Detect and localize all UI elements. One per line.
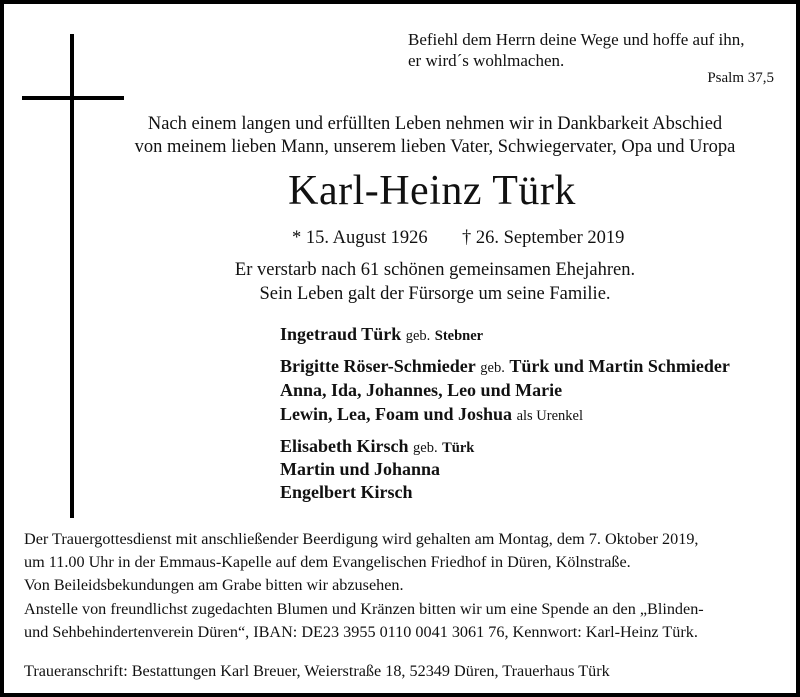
family-name: Martin und Johanna xyxy=(280,459,441,479)
footer-line-3: Von Beileidsbekundungen am Grabe bitten wir abzusehen. xyxy=(24,576,404,594)
psalm-line-2: er wird´s wohlmachen. xyxy=(408,51,565,70)
family-name: Lewin, Lea, Foam und Joshua xyxy=(280,404,513,424)
intro-line-2: von meinem lieben Mann, unserem lieben Vater, Schwiegervater, Opa und Uropa xyxy=(134,137,736,157)
family-row xyxy=(280,404,583,425)
family-row xyxy=(280,324,483,345)
psalm-line-1: Befiehl dem Herrn deine Wege und hoffe auf ihn, xyxy=(408,30,745,49)
family-name: Ingetraud Türk xyxy=(280,324,402,344)
footer-line-2: um 11.00 Uhr in der Emmaus-Kapelle auf dem Evangelischen Friedhof in Düren, Kölnstraße. xyxy=(24,553,631,571)
footer-line-5: und Sehbehindertenverein Düren“, IBAN: DE23 3955 0110 0041 3061 76, Kennwort: Karl-Heinz Türk. xyxy=(24,623,698,641)
geb-label: geb. xyxy=(413,440,438,456)
family-row xyxy=(280,356,730,377)
family-name: Elisabeth Kirsch xyxy=(280,436,409,456)
cross-icon-bar xyxy=(22,96,124,100)
geb-label: geb. xyxy=(405,328,431,344)
family-name: Anna, Ida, Johannes, Leo und Marie xyxy=(280,380,563,400)
deceased-name: Karl-Heinz Türk xyxy=(288,168,576,214)
maiden-name: Türk xyxy=(442,440,475,456)
tribute-line-1: Er verstarb nach 61 schönen gemeinsamen Ehejahren. xyxy=(234,260,636,280)
great-grandchildren-note: als Urenkel xyxy=(516,408,583,424)
family-row xyxy=(280,380,562,401)
psalm-reference: Psalm 37,5 xyxy=(707,70,774,86)
tribute-line-2: Sein Leben galt der Fürsorge um seine Familie. xyxy=(259,284,611,304)
maiden-name: Stebner xyxy=(434,328,484,344)
death-date: † 26. September 2019 xyxy=(462,228,625,248)
family-name-rest: Türk und Martin Schmieder xyxy=(509,356,730,376)
family-row xyxy=(280,436,474,457)
family-row xyxy=(280,482,413,503)
geb-label: geb. xyxy=(480,360,505,376)
intro-line-1: Nach einem langen und erfüllten Leben nehmen wir in Dankbarkeit Abschied xyxy=(147,114,723,134)
family-name: Engelbert Kirsch xyxy=(280,482,413,502)
footer-line-4: Anstelle von freundlichst zugedachten Blumen und Kränzen bitten wir um eine Spende an den „Blinden- xyxy=(24,600,704,618)
family-name: Brigitte Röser-Schmieder xyxy=(280,356,476,376)
footer-line-1: Der Trauergottesdienst mit anschließender Beerdigung wird gehalten am Montag, dem 7. Oktober 2019, xyxy=(24,530,699,548)
family-row xyxy=(280,459,440,480)
birth-date: * 15. August 1926 xyxy=(292,228,428,248)
mourning-address: Traueranschrift: Bestattungen Karl Breuer, Weierstraße 18, 52349 Düren, Trauerhaus Türk xyxy=(24,662,610,680)
